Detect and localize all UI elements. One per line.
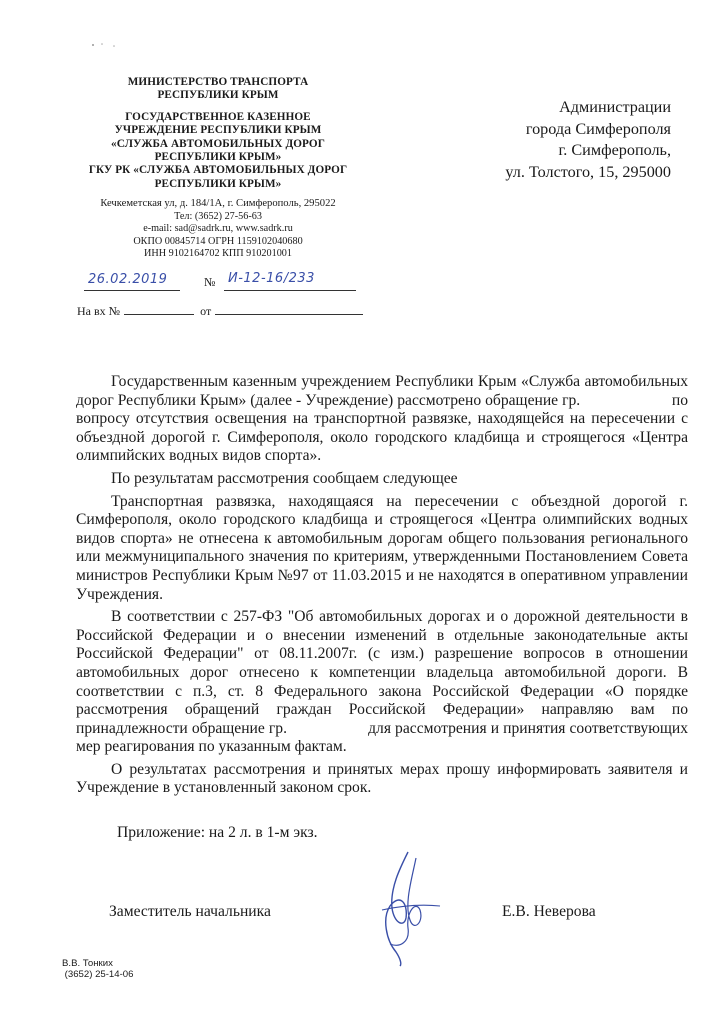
recipient-line-2: города Симферополя [525, 119, 671, 138]
paragraph-5: О результатах рассмотрения и принятых мерах прошу информировать заявителя и Учреждение в установленный законом срок. [76, 760, 688, 797]
ministry-line-1: МИНИСТЕРСТВО ТРАНСПОРТА [127, 76, 309, 88]
letter-body [76, 373, 692, 798]
outgoing-reference [70, 270, 370, 298]
signatory-name: Е.В. Неверова [502, 903, 596, 920]
recipient-block [505, 97, 671, 183]
executor-phone: (3652) 25-14-06 [62, 969, 134, 981]
org-line-1: ГОСУДАРСТВЕННОЕ КАЗЕННОЕ [125, 110, 311, 123]
org-line-4: РЕСПУБЛИКИ КРЫМ» [154, 151, 282, 164]
recipient-line-4: ул. Толстого, 15, 295000 [505, 162, 671, 181]
email-label: e-mail: [143, 223, 175, 235]
paragraph-1: Государственным казенным учреждением Республики Крым «Служба автомобильных дорог Республики Крым» (далее - Учреждение) рассмотрено обращение гр. по вопросу отсутствия освещения на транспортной развязке, находящейся на пересечении с объездной дорогой г. Симферополя, около городского кладбища и строящегося «Центра олимпийских водных видов спорта». [76, 373, 692, 465]
incoming-label: На вх № [77, 304, 121, 318]
contacts-separator: , [230, 223, 236, 235]
ministry-line-2: РЕСПУБЛИКИ КРЫМ [157, 89, 279, 102]
scan-marks [90, 40, 120, 52]
website-link[interactable]: www.sadrk.ru [235, 223, 293, 235]
recipient-line-3: г. Симферополь, [558, 141, 671, 159]
paragraph-3: Транспортная развязка, находящаяся на пересечении с объездной дорогой г. Симферополя, около городского кладбища и строящегося «Центра олимпийских водных видов спорта» не отнесена к автомобильным дорогам общего пользования регионального или межмуниципального значения по критериям, утвержденными Постановлением Совета министров Республики Крым №97 от 11.03.2015 и не находятся в оперативном управлении Учреждения. [76, 492, 688, 603]
recipient-line-1: Администрации [559, 98, 671, 116]
incoming-reference [77, 304, 363, 319]
handwritten-signature [360, 848, 470, 968]
scan-dots-icon [90, 40, 120, 50]
org-address: Кечкеметская ул, д. 184/1А, г. Симферополь, 295022 [100, 198, 336, 210]
paragraph-4: В соответствии с 257-ФЗ "Об автомобильных дорогах и о дорожной деятельности в Российской Федерации и о внесении изменений в отдельные законодательные акты Российской Федерации" от 08.11.2007г. (с изм.) разрешение вопросов в отношении автомобильных дорог отнесено к компетенции владельца автомобильной дороги. В соответствии с п.3, ст. 8 Федерального закона Российской Федерации «О порядке рассмотрения обращений граждан Российской Федерации» направляю вам по принадлежности обращение гр. для рассмотрения и принятия соответствующих мер реагирования по указанным фактам. [76, 608, 692, 756]
inn-kpp: ИНН 9102164702 КПП 910201001 [143, 248, 292, 260]
short-name-line-2: РЕСПУБЛИКИ КРЫМ» [154, 177, 282, 190]
outgoing-number: И-12-16/233 [228, 271, 315, 286]
executor-name: В.В. Тонких [62, 958, 113, 969]
letterhead [58, 76, 378, 260]
org-phone: Тел: (3652) 27-56-63 [174, 210, 262, 222]
okpo-ogrn: ОКПО 00845714 ОГРН 1159102040680 [133, 235, 303, 247]
outgoing-date: 26.02.2019 [88, 272, 168, 287]
signatory-role: Заместитель начальника [109, 903, 271, 920]
org-line-3: «СЛУЖБА АВТОМОБИЛЬНЫХ ДОРОГ [111, 137, 325, 150]
org-contacts [58, 223, 378, 235]
short-name-line-1: ГКУ РК «СЛУЖБА АВТОМОБИЛЬНЫХ ДОРОГ [88, 164, 348, 177]
paragraph-2: По результатам рассмотрения сообщаем следующее [111, 469, 458, 487]
executor-info [62, 958, 133, 981]
email-link[interactable]: sad@sadrk.ru [174, 223, 231, 235]
attachment-note: Приложение: на 2 л. в 1-м экз. [117, 824, 318, 841]
org-line-2: УЧРЕЖДЕНИЕ РЕСПУБЛИКИ КРЫМ [114, 124, 322, 137]
incoming-from-label: от [200, 304, 212, 318]
outgoing-number-label: № [204, 275, 216, 289]
